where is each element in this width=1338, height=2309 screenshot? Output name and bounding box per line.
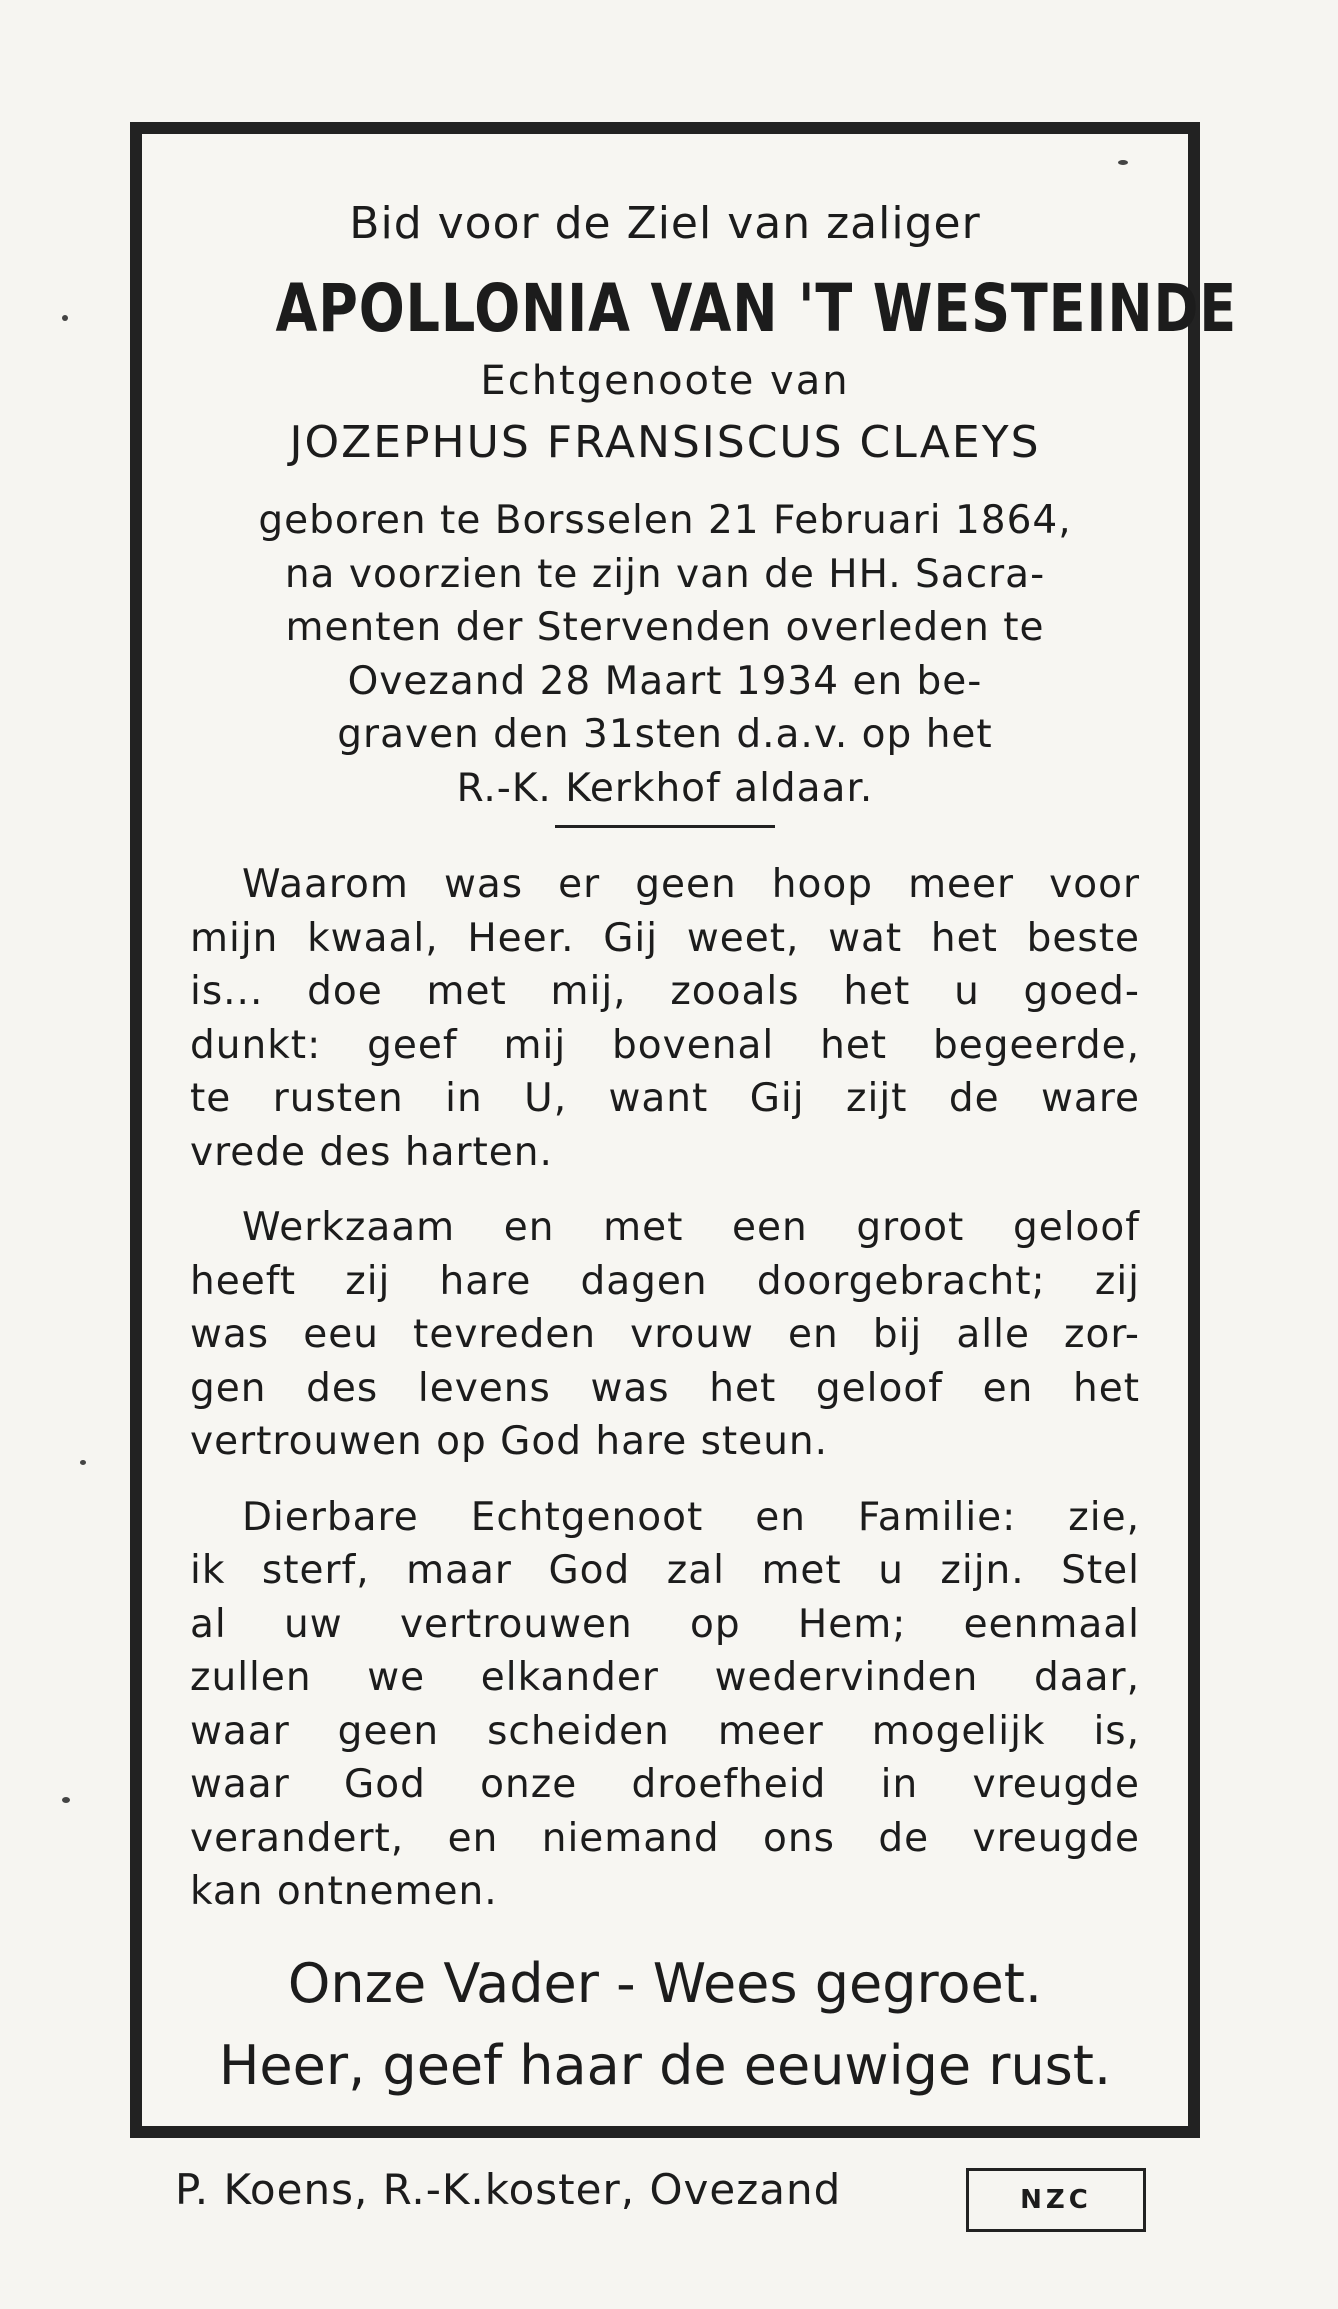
spouse-intro: Echtgenoote van [480,358,850,404]
spouse-name: JOZEPHUS FRANSISCUS CLAEYS [289,417,1041,468]
paragraph-line: is... doe met mij, zooals het u goed- [190,969,1140,1014]
paragraph-line: heeft zij hare dagen doorgebracht; zij [190,1258,1140,1304]
paragraph-line: waar geen scheiden meer mogelijk is, [190,1708,1140,1754]
paper-speck [1118,160,1128,165]
paragraph-line: was eeu tevreden vrouw en bij alle zor- [190,1312,1140,1357]
paragraph-3 [190,1491,1140,1919]
biography [190,494,1140,815]
paper-speck [62,1797,70,1803]
paragraph-line: ik sterf, maar God zal met u zijn. Stel [190,1548,1140,1593]
section-divider [555,825,775,828]
deceased-name: APOLLONIA VAN 'T WESTEINDE [275,270,1238,347]
paragraph-line: Waarom was er geen hoop meer voor [242,862,1140,907]
paragraph-2 [190,1201,1140,1469]
printer-stamp: NZC [966,2168,1146,2232]
paragraph-line: vrede des harten. [190,1129,553,1175]
paragraph-line: zullen we elkander wedervinden daar, [190,1655,1140,1700]
paragraph-1 [190,858,1140,1179]
biography-line: graven den 31sten d.a.v. op het [337,712,993,757]
prayer-line-2: Heer, geef haar de eeuwige rust. [218,2033,1112,2097]
paragraph-line: al uw vertrouwen op Hem; eenmaal [190,1601,1140,1647]
invocation-line: Bid voor de Ziel van zaliger [349,198,981,249]
paragraph-line: vertrouwen op God hare steun. [190,1419,829,1464]
biography-line: geboren te Borsselen 21 Februari 1864, [258,498,1072,543]
paragraph-line: kan ontnemen. [190,1869,498,1914]
biography-line: na voorzien te zijn van de HH. Sacra- [284,551,1046,597]
paragraph-line: dunkt: geef mij bovenal het begeerde, [190,1022,1140,1068]
prayer-line-1: Onze Vader - Wees gegroet. [287,1951,1043,2015]
biography-line: R.-K. Kerkhof aldaar. [456,765,874,811]
paragraph-line: te rusten in U, want Gij zijt de ware [190,1076,1140,1121]
paper-speck [62,315,68,321]
card-content [190,194,1238,2107]
paragraph-line: Dierbare Echtgenoot en Familie: zie, [242,1494,1140,1540]
paragraph-line: gen des levens was het geloof en het [190,1365,1140,1411]
paragraph-line: Werkzaam en met een groot geloof [242,1205,1140,1250]
biography-line: Ovezand 28 Maart 1934 en be- [347,658,983,704]
paper-speck [80,1460,86,1465]
printer-credit: P. Koens, R.-K.koster, Ovezand [175,2165,842,2214]
card-border-frame [130,122,1238,2138]
paragraph-line: verandert, en niemand ons de vreugde [190,1815,1140,1861]
biography-line: menten der Stervenden overleden te [285,605,1045,650]
paragraph-line: mijn kwaal, Heer. Gij weet, wat het beste [190,915,1140,961]
paragraph-line: waar God onze droefheid in vreugde [190,1762,1140,1807]
